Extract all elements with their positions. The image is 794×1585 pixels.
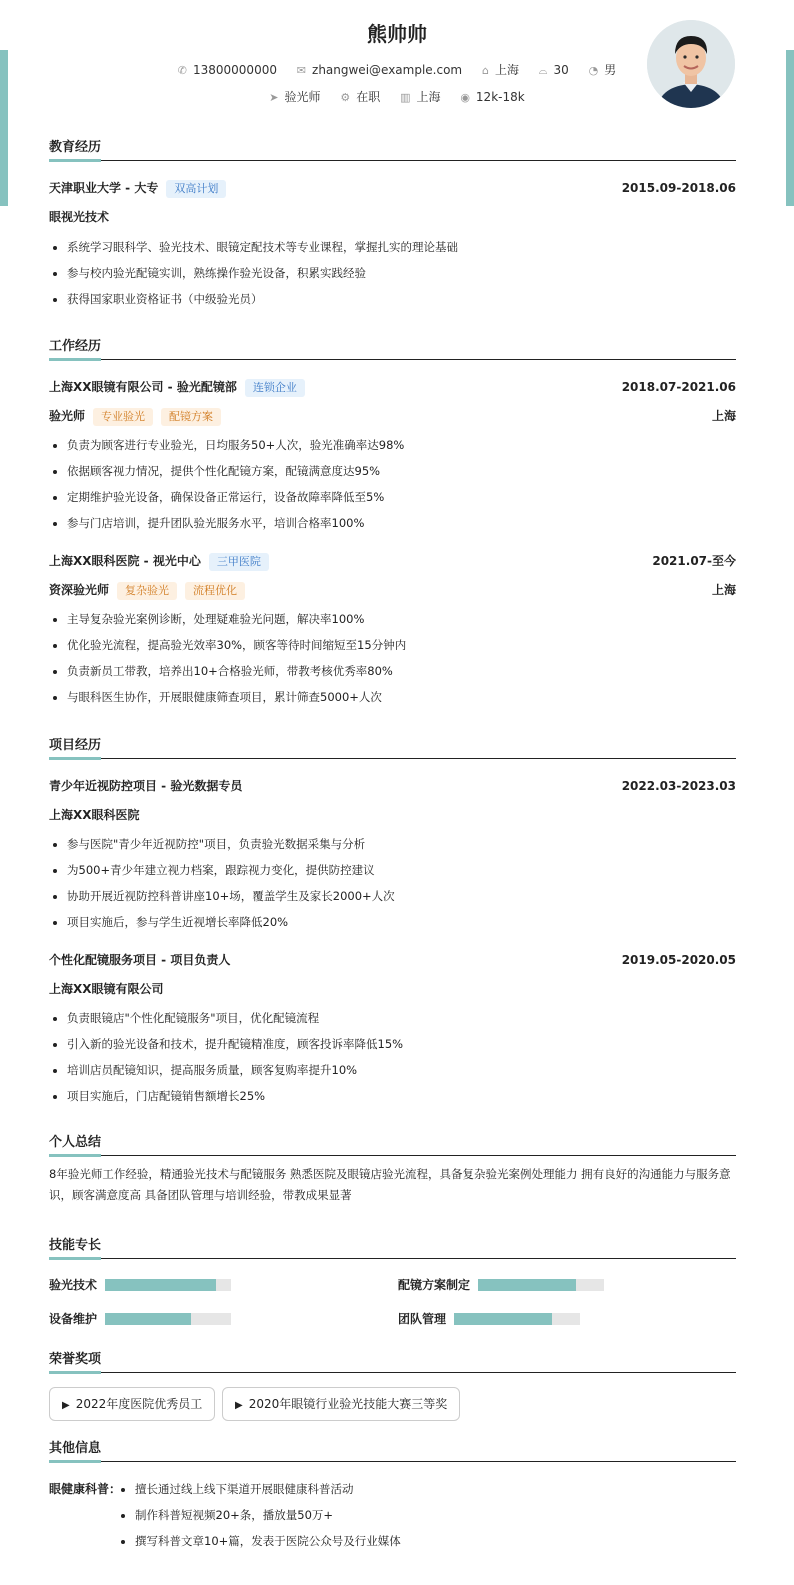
- projects-header: [49, 734, 736, 759]
- other-header: [49, 1437, 736, 1462]
- company-name: 上海XX眼科医院 - 视光中心: [49, 554, 201, 568]
- triangle-icon: ▶: [62, 1400, 70, 1411]
- company-tag: 三甲医院: [209, 553, 269, 571]
- email-icon: ✉: [296, 64, 307, 77]
- candidate-name: 熊帅帅: [367, 22, 427, 46]
- list-item: • 负责新员工带教，培养出10+合格验光师，带教考核优秀率80%: [67, 658, 736, 684]
- list-item: • 项目实施后，门店配镜销售额增长25%: [67, 1083, 736, 1109]
- job-role: 验光师: [49, 409, 86, 423]
- honors-section: [49, 1348, 736, 1428]
- skill-name: 团队管理: [398, 1312, 447, 1326]
- contact-salary: ◉ 12k-18k: [460, 90, 525, 104]
- list-item: • 为500+青少年建立视力档案，跟踪视力变化，提供防控建议: [67, 857, 736, 883]
- job-bullets: [49, 432, 736, 536]
- skill-bar-fill: [478, 1279, 576, 1291]
- contact-email: ✉ zhangwei@example.com: [296, 63, 463, 77]
- contact-position: ➤ 验光师: [269, 90, 321, 104]
- skills-section: [49, 1234, 736, 1334]
- list-item: • 参与门店培训，提升团队验光服务水平，培训合格率100%: [67, 510, 736, 536]
- other-bullets: [117, 1476, 401, 1554]
- gender-icon: ◔: [588, 64, 599, 77]
- education-section: [49, 136, 736, 312]
- list-item: • 获得国家职业资格证书（中级验光员）: [67, 286, 736, 312]
- phone-icon: ✆: [177, 64, 187, 77]
- skill-bar: [105, 1279, 231, 1291]
- home-icon: ⌂: [481, 64, 489, 77]
- section-title: 个人总结: [49, 1132, 101, 1154]
- skill-bar: [478, 1279, 604, 1291]
- list-item: • 与眼科医生协作，开展眼健康筛查项目，累计筛查5000+人次: [67, 684, 736, 710]
- company-tag: 连锁企业: [245, 379, 305, 397]
- building-icon: ▥: [400, 91, 411, 104]
- list-item: • 优化验光流程，提高验光效率30%，顾客等待时间缩短至15分钟内: [67, 632, 736, 658]
- section-title: 教育经历: [49, 137, 101, 159]
- job-date: 2021.07-至今: [652, 554, 736, 568]
- list-item: • 引入新的验光设备和技术，提升配镜精准度，顾客投诉率降低15%: [67, 1031, 736, 1057]
- skill-tag: 流程优化: [185, 582, 245, 600]
- job-role-row: [49, 577, 736, 603]
- job-company-row: [49, 548, 736, 574]
- contact-gender: ◔ 男: [588, 63, 617, 77]
- school-tag: 双高计划: [166, 180, 226, 198]
- send-icon: ➤: [269, 91, 279, 104]
- triangle-icon: ▶: [235, 1400, 243, 1411]
- section-title: 技能专长: [49, 1235, 101, 1257]
- job-role-row: [49, 403, 736, 429]
- projects-section: [49, 734, 736, 1109]
- list-item: • 撰写科普文章10+篇，发表于医院公众号及行业媒体: [135, 1528, 401, 1554]
- school-name: 天津职业大学 - 大专: [49, 181, 159, 195]
- job-bullets: [49, 606, 736, 710]
- project-date: 2022.03-2023.03: [621, 779, 736, 793]
- work-header: [49, 335, 736, 360]
- list-item: • 培训店员配镜知识，提高服务质量，顾客复购率提升10%: [67, 1057, 736, 1083]
- salary-icon: ◉: [460, 91, 470, 104]
- project-row: [49, 773, 736, 799]
- project-row: [49, 947, 736, 973]
- list-item: • 协助开展近视防控科普讲座10+场，覆盖学生及家长2000+人次: [67, 883, 736, 909]
- age-icon: ⌓: [538, 64, 548, 77]
- job-role: 资深验光师: [49, 583, 110, 597]
- skill-tag: 专业验光: [93, 408, 153, 426]
- section-title: 工作经历: [49, 336, 101, 358]
- list-item: • 主导复杂验光案例诊断，处理疑难验光问题，解决率100%: [67, 606, 736, 632]
- job-location: 上海: [711, 409, 736, 423]
- job-date: 2018.07-2021.06: [621, 380, 736, 394]
- avatar: [647, 20, 735, 108]
- project-org-row: [49, 802, 736, 828]
- skill-tag: 复杂验光: [117, 582, 177, 600]
- job-location: 上海: [711, 583, 736, 597]
- project-org: 上海XX眼科医院: [49, 808, 140, 822]
- contact-age: ⌓ 30: [538, 63, 569, 77]
- list-item: • 项目实施后，参与学生近视增长率降低20%: [67, 909, 736, 935]
- summary-text: 8年验光师工作经验，精通验光技术与配镜服务 熟悉医院及眼镜店验光流程，具备复杂验光案例处理能力 拥有良好的沟通能力与服务意识，顾客满意度高 具备团队管理与培训经验，带教成果显著: [49, 1167, 731, 1202]
- section-title: 其他信息: [49, 1438, 101, 1460]
- education-date: 2015.09-2018.06: [621, 181, 736, 195]
- education-school-row: [49, 175, 736, 201]
- project-org-row: [49, 976, 736, 1002]
- list-item: • 负责眼镜店"个性化配镜服务"项目，优化配镜流程: [67, 1005, 736, 1031]
- skill-name: 验光技术: [49, 1278, 98, 1292]
- project-bullets: [49, 831, 736, 935]
- major: 眼视光技术: [49, 210, 110, 224]
- list-item: • 负责为顾客进行专业验光，日均服务50+人次，验光准确率达98%: [67, 432, 736, 458]
- avatar-portrait: [647, 20, 735, 108]
- skill-tag: 配镜方案: [161, 408, 221, 426]
- skill-bar: [105, 1313, 231, 1325]
- contact-status: ⚙ 在职: [340, 90, 381, 104]
- project-date: 2019.05-2020.05: [621, 953, 736, 967]
- skill-bar-fill: [454, 1313, 552, 1325]
- summary-section: [49, 1131, 736, 1206]
- skill-bar-fill: [105, 1279, 216, 1291]
- project-name: 青少年近视防控项目 - 验光数据专员: [49, 779, 243, 793]
- list-item: • 依据顾客视力情况，提供个性化配镜方案，配镜满意度达95%: [67, 458, 736, 484]
- list-item: • 定期维护验光设备，确保设备正常运行，设备故障率降低至5%: [67, 484, 736, 510]
- project-bullets: [49, 1005, 736, 1109]
- section-title: 项目经历: [49, 735, 101, 757]
- contact-phone: ✆ 13800000000: [177, 63, 277, 77]
- list-item: • 制作科普短视频20+条，播放量50万+: [135, 1502, 401, 1528]
- list-item: • 擅长通过线上线下渠道开展眼健康科普活动: [135, 1476, 401, 1502]
- award-item: ▶ 2020年眼镜行业验光技能大赛三等奖: [222, 1387, 460, 1421]
- job-company-row: [49, 374, 736, 400]
- education-major-row: [49, 204, 736, 230]
- section-title: 荣誉奖项: [49, 1349, 101, 1371]
- award-item: ▶ 2022年度医院优秀员工: [49, 1387, 215, 1421]
- list-item: • 系统学习眼科学、验光技术、眼镜定配技术等专业课程，掌握扎实的理论基础: [67, 234, 736, 260]
- education-header: [49, 136, 736, 161]
- list-item: • 参与校内验光配镜实训，熟练操作验光设备，积累实践经验: [67, 260, 736, 286]
- skill-bar-fill: [105, 1313, 191, 1325]
- contact-target-city: ▥ 上海: [400, 90, 441, 104]
- education-bullets: [49, 234, 736, 312]
- work-section: [49, 335, 736, 710]
- status-icon: ⚙: [340, 91, 351, 104]
- other-section: [49, 1437, 736, 1567]
- project-org: 上海XX眼镜有限公司: [49, 982, 164, 996]
- project-name: 个性化配镜服务项目 - 项目负责人: [49, 953, 231, 967]
- skills-header: [49, 1234, 736, 1259]
- skill-name: 设备维护: [49, 1312, 98, 1326]
- summary-header: [49, 1131, 736, 1156]
- other-label: 眼健康科普：: [49, 1482, 122, 1496]
- honors-header: [49, 1348, 736, 1373]
- company-name: 上海XX眼镜有限公司 - 验光配镜部: [49, 380, 237, 394]
- skill-bar: [454, 1313, 580, 1325]
- list-item: • 参与医院"青少年近视防控"项目，负责验光数据采集与分析: [67, 831, 736, 857]
- skill-name: 配镜方案制定: [398, 1278, 471, 1292]
- contact-city: ⌂ 上海: [481, 63, 519, 77]
